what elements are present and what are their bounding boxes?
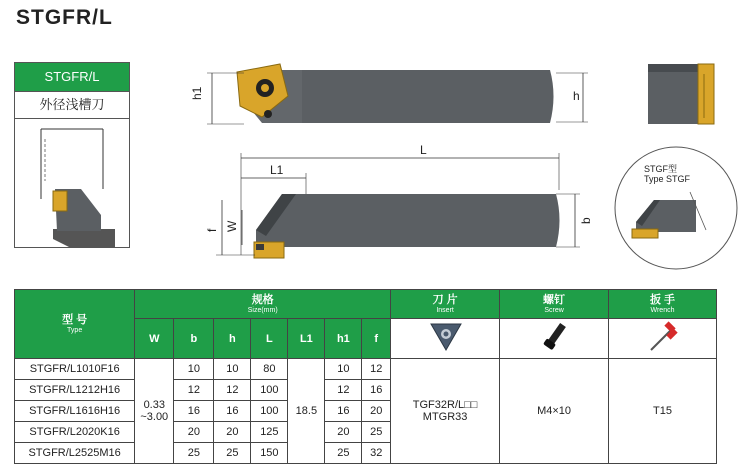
col-header-f: f bbox=[362, 319, 391, 359]
screw-header-en: Screw bbox=[544, 306, 564, 314]
table-cell-b: 16 bbox=[174, 401, 214, 422]
product-chinese-name: 外径浅槽刀 bbox=[15, 91, 129, 119]
size-header-cn: 规格 bbox=[251, 293, 274, 306]
size-header bbox=[135, 290, 391, 319]
table-cell-b: 20 bbox=[174, 422, 214, 443]
table-cell-wrench: T15 bbox=[609, 359, 717, 464]
insert-header bbox=[391, 290, 500, 319]
table-cell-h1: 16 bbox=[325, 401, 362, 422]
type-header-cn: 型 号 bbox=[62, 313, 88, 326]
table-cell-f: 32 bbox=[362, 443, 391, 464]
col-header-h1: h1 bbox=[325, 319, 362, 359]
table-cell-h1: 10 bbox=[325, 359, 362, 380]
dim-b: b bbox=[579, 217, 593, 224]
table-cell-h: 20 bbox=[214, 422, 251, 443]
table-cell-h: 25 bbox=[214, 443, 251, 464]
table-cell-L: 80 bbox=[251, 359, 288, 380]
table-cell-L: 125 bbox=[251, 422, 288, 443]
detail-label-en: Type STGF bbox=[644, 174, 691, 184]
col-header-h: h bbox=[214, 319, 251, 359]
side-view-drawing bbox=[205, 143, 593, 258]
screw-icon bbox=[534, 320, 574, 354]
table-cell-type: STGFR/L2525M16 bbox=[15, 443, 135, 464]
wrench-header-cn: 扳 手 bbox=[649, 293, 676, 306]
table-cell-b: 10 bbox=[174, 359, 214, 380]
table-cell-type: STGFR/L2020K16 bbox=[15, 422, 135, 443]
top-view-drawing bbox=[190, 64, 588, 124]
insert-header-cn: 刀 片 bbox=[432, 293, 458, 306]
table-cell-h1: 25 bbox=[325, 443, 362, 464]
table-cell-L: 150 bbox=[251, 443, 288, 464]
insert-triangle-icon bbox=[425, 320, 465, 354]
insert-image-cell bbox=[391, 319, 500, 359]
table-cell-h: 10 bbox=[214, 359, 251, 380]
insert-header-en: Insert bbox=[436, 306, 454, 314]
dim-f: f bbox=[205, 228, 219, 232]
spec-table bbox=[14, 289, 717, 464]
table-cell-h: 12 bbox=[214, 380, 251, 401]
table-cell-f: 12 bbox=[362, 359, 391, 380]
col-header-L1: L1 bbox=[288, 319, 325, 359]
table-cell-b: 12 bbox=[174, 380, 214, 401]
table-cell-h: 16 bbox=[214, 401, 251, 422]
dim-L1: L1 bbox=[270, 163, 284, 177]
table-cell-L: 100 bbox=[251, 380, 288, 401]
table-cell-insert bbox=[391, 359, 500, 464]
W-value: 0.33 ~3.00 bbox=[140, 399, 169, 423]
dim-L: L bbox=[420, 143, 427, 157]
wrench-icon bbox=[643, 320, 683, 354]
table-cell-type: STGFR/L1616H16 bbox=[15, 401, 135, 422]
col-header-b: b bbox=[174, 319, 214, 359]
wrench-image-cell bbox=[609, 319, 717, 359]
screw-header-cn: 螺钉 bbox=[543, 293, 566, 306]
wrench-header bbox=[609, 290, 717, 319]
detail-label-cn: STGF型 bbox=[644, 164, 677, 174]
table-cell-f: 25 bbox=[362, 422, 391, 443]
wrench-header-en: Wrench bbox=[650, 306, 675, 314]
table-cell-h1: 20 bbox=[325, 422, 362, 443]
detail-circle bbox=[615, 147, 737, 269]
table-cell-f: 16 bbox=[362, 380, 391, 401]
table-cell-h1: 12 bbox=[325, 380, 362, 401]
type-header-en: Type bbox=[67, 326, 83, 334]
screw-image-cell bbox=[500, 319, 609, 359]
table-cell-f: 20 bbox=[362, 401, 391, 422]
col-header-W: W bbox=[135, 319, 174, 359]
insert-value: TGF32R/L□□ MTGR33 bbox=[412, 399, 478, 423]
table-cell-W bbox=[135, 359, 174, 464]
table-cell-L: 100 bbox=[251, 401, 288, 422]
dim-h1: h1 bbox=[190, 86, 204, 100]
size-header-en: Size(mm) bbox=[247, 306, 278, 314]
table-cell-screw: M4×10 bbox=[500, 359, 609, 464]
table-cell-b: 25 bbox=[174, 443, 214, 464]
dim-W: W bbox=[225, 220, 239, 232]
end-view-drawing bbox=[648, 64, 714, 124]
table-cell-type: STGFR/L1010F16 bbox=[15, 359, 135, 380]
table-cell-type: STGFR/L1212H16 bbox=[15, 380, 135, 401]
col-header-L: L bbox=[251, 319, 288, 359]
page-title: STGFR/L bbox=[16, 6, 113, 29]
dim-h-top: h bbox=[573, 89, 580, 103]
product-code-tag: STGFR/L bbox=[15, 63, 129, 91]
screw-header bbox=[500, 290, 609, 319]
table-cell-L1: 18.5 bbox=[288, 359, 325, 464]
type-header bbox=[15, 290, 135, 359]
